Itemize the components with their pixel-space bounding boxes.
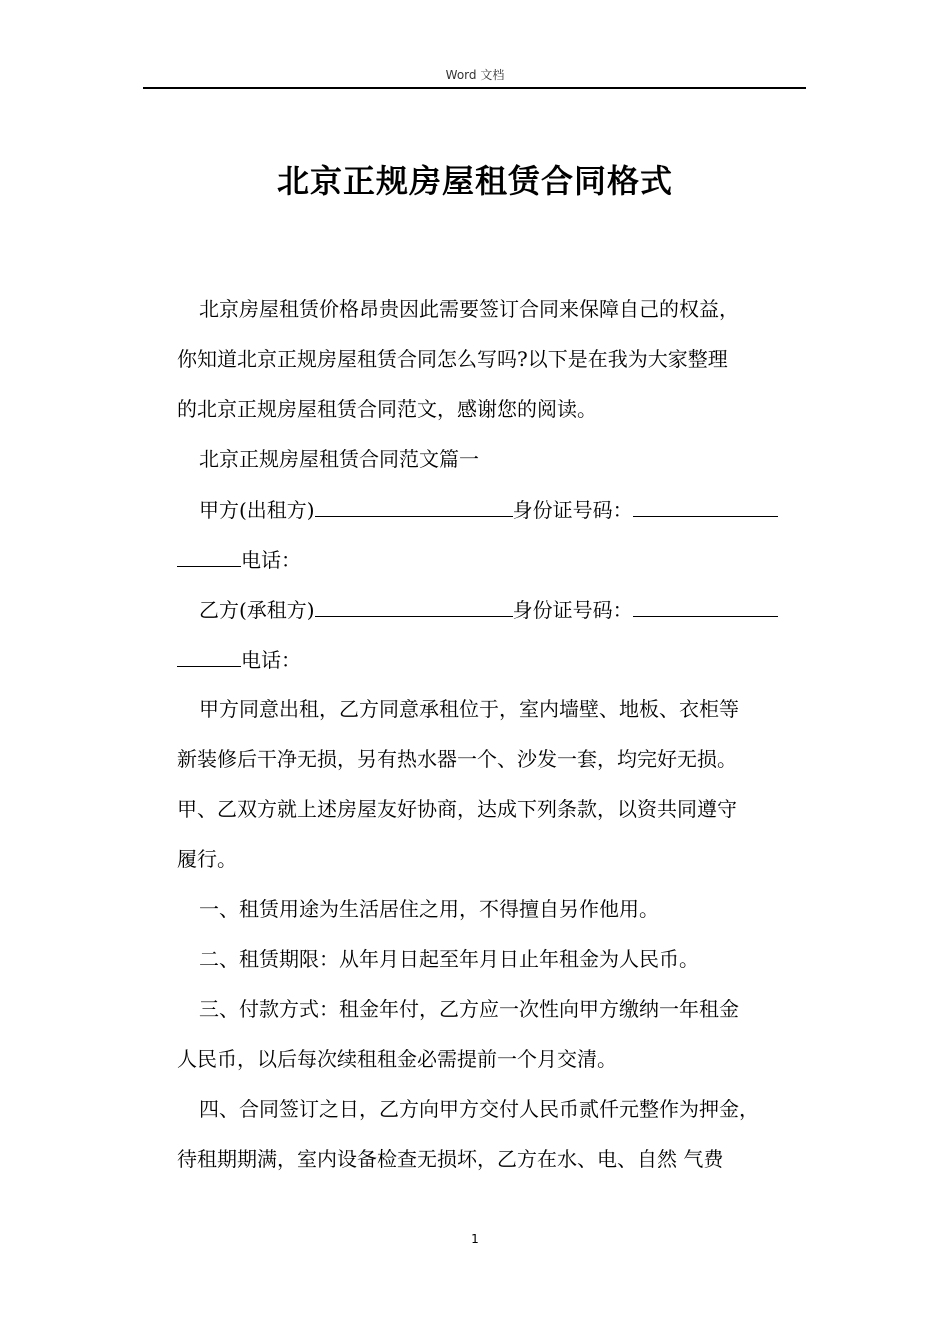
page-header: Word 文档	[445, 68, 505, 82]
paragraph-line: 甲、乙双方就上述房屋友好协商，达成下列条款，以资共同遵守	[177, 797, 737, 821]
party-b-id-label: 身份证号码：	[512, 598, 633, 622]
party-a-id-blank	[633, 494, 778, 517]
document-title: 北京正规房屋租赁合同格式	[276, 162, 673, 200]
party-a-id-label: 身份证号码：	[512, 498, 633, 522]
section-heading: 北京正规房屋租赁合同范文篇一	[199, 447, 479, 471]
party-a-id-blank-continued	[177, 544, 241, 567]
party-b-phone-label: 电话：	[241, 648, 301, 672]
page-number: 1	[471, 1232, 479, 1246]
clause-4: 四、合同签订之日，乙方向甲方交付人民币贰仟元整作为押金，	[199, 1097, 759, 1121]
clause-4-continued: 待租期期满，室内设备检查无损坏，乙方在水、电、自然 气费	[177, 1147, 724, 1171]
party-b-line	[177, 594, 807, 644]
clause-1: 一、租赁用途为生活居住之用，不得擅自另作他用。	[199, 897, 659, 921]
paragraph-line: 你知道北京正规房屋租赁合同怎么写吗?以下是在我为大家整理	[177, 347, 728, 371]
clause-3: 三、付款方式：租金年付，乙方应一次性向甲方缴纳一年租金	[199, 997, 739, 1021]
document-body	[177, 294, 807, 1194]
party-b-label: 乙方(承租方)	[199, 598, 315, 622]
party-a-line	[177, 494, 807, 544]
header-rule	[143, 87, 806, 89]
paragraph-line: 甲方同意出租，乙方同意承租位于，室内墙壁、地板、衣柜等	[199, 697, 739, 721]
paragraph-line: 新装修后干净无损，另有热水器一个、沙发一套，均完好无损。	[177, 747, 737, 771]
paragraph-line: 北京房屋租赁价格昂贵因此需要签订合同来保障自己的权益，	[199, 297, 739, 321]
party-a-phone-line	[177, 544, 807, 594]
party-a-name-blank	[315, 494, 513, 517]
party-a-label: 甲方(出租方)	[199, 498, 315, 522]
paragraph-line: 履行。	[177, 847, 237, 871]
party-b-phone-line	[177, 644, 807, 694]
clause-2: 二、租赁期限：从年月日起至年月日止年租金为人民币。	[199, 947, 699, 971]
party-b-id-blank	[633, 594, 778, 617]
paragraph-line: 的北京正规房屋租赁合同范文，感谢您的阅读。	[177, 397, 597, 421]
party-b-id-blank-continued	[177, 644, 241, 667]
party-a-phone-label: 电话：	[241, 548, 301, 572]
party-b-name-blank	[315, 594, 513, 617]
clause-3-continued: 人民币，以后每次续租租金必需提前一个月交清。	[177, 1047, 617, 1071]
